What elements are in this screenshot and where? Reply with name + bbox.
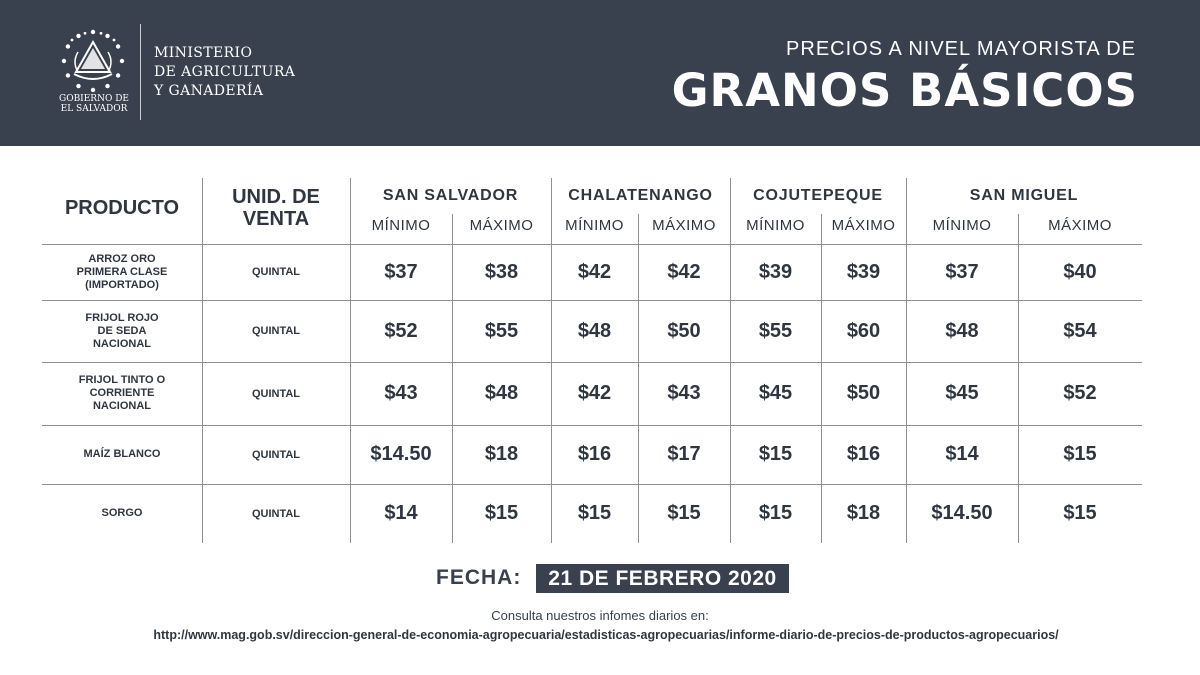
header-banner — [0, 0, 1200, 146]
subcolumn-divider — [821, 214, 822, 543]
reports-link[interactable]: http://www.mag.gob.sv/direccion-general-de-economia-agropecuaria/estadisticas-agropecuarias/informe-diario-de-precios-de-productos-agropecuarios/ — [153, 628, 1059, 642]
price-cell: $16 — [846, 443, 881, 465]
price-cell: $14.50 — [370, 443, 432, 465]
ministry-name-line: MINISTERIO — [154, 45, 253, 61]
logo-caption — [50, 94, 138, 114]
header-product: PRODUCTO — [64, 197, 180, 219]
price-cell: $37 — [384, 260, 418, 283]
min-header-cojutepeque: MÍNIMO — [746, 216, 805, 234]
price-cell: $43 — [384, 382, 418, 404]
reports-note: Consulta nuestros infomes diarios en: — [491, 608, 709, 623]
product-name — [42, 484, 202, 543]
price-cell: $52 — [384, 319, 418, 342]
row-divider — [42, 425, 1142, 426]
unit-cell: QUINTAL — [251, 266, 301, 278]
product-name — [42, 425, 202, 484]
price-cell: $14 — [384, 502, 418, 524]
min-header-san-miguel: MÍNIMO — [932, 216, 992, 234]
price-cell: $52 — [1063, 382, 1097, 404]
column-divider — [350, 178, 351, 543]
price-cell: $45 — [945, 382, 979, 404]
max-header-cojutepeque: MÁXIMO — [831, 216, 896, 234]
column-divider — [730, 178, 731, 543]
product-name — [42, 300, 202, 362]
price-cell: $15 — [758, 443, 793, 465]
product-name-line: MAÍZ BLANCO — [83, 448, 161, 460]
product-name-line: (IMPORTADO) — [85, 278, 159, 291]
min-header-san-salvador: MÍNIMO — [371, 216, 431, 234]
price-cell: $42 — [577, 260, 612, 283]
product-name — [42, 244, 202, 300]
price-cell: $50 — [846, 382, 881, 404]
price-cell: $15 — [484, 502, 519, 524]
page-subtitle: PRECIOS A NIVEL MAYORISTA DE — [786, 38, 1136, 60]
price-cell: $43 — [667, 382, 701, 404]
price-cell: $17 — [667, 443, 701, 465]
column-divider — [551, 178, 552, 543]
price-cell: $60 — [846, 319, 881, 342]
ministry-name-line: DE AGRICULTURA — [154, 64, 296, 80]
price-cell: $40 — [1063, 260, 1097, 283]
price-cell: $15 — [758, 502, 793, 524]
row-divider — [42, 244, 1142, 245]
unit-cell: QUINTAL — [251, 387, 301, 400]
product-name-line: DE SEDA — [97, 324, 147, 337]
product-name-line: ARROZ ORO — [88, 252, 156, 265]
price-cell: $55 — [484, 319, 519, 342]
ministry-name-line: Y GANADERÍA — [154, 83, 264, 99]
region-header-chalatenango: CHALATENANGO — [568, 187, 713, 204]
price-cell: $15 — [1063, 443, 1097, 465]
price-cell: $42 — [577, 382, 612, 404]
region-header-cojutepeque: COJUTEPEQUE — [753, 187, 883, 204]
price-cell: $14.50 — [931, 502, 993, 524]
column-divider — [202, 178, 203, 543]
price-cell: $15 — [577, 502, 612, 524]
price-cell: $38 — [484, 260, 519, 283]
price-cell: $18 — [846, 502, 881, 524]
date-value: 21 DE FEBRERO 2020 — [536, 564, 789, 593]
row-divider — [42, 300, 1142, 301]
max-header-san-miguel: MÁXIMO — [1048, 216, 1112, 234]
subcolumn-divider — [452, 214, 453, 543]
unit-cell: QUINTAL — [251, 507, 301, 520]
price-cell: $16 — [577, 443, 612, 465]
row-divider — [42, 362, 1142, 363]
max-header-san-salvador: MÁXIMO — [469, 216, 534, 234]
price-cell: $55 — [758, 319, 793, 342]
logo-caption-line: GOBIERNO DE — [59, 94, 129, 104]
price-table — [42, 178, 1142, 543]
min-header-chalatenango: MÍNIMO — [565, 216, 624, 234]
coat-of-arms-icon — [60, 28, 126, 94]
product-name-line: CORRIENTE — [89, 387, 155, 399]
logo-caption-line: EL SALVADOR — [60, 104, 128, 114]
header-unit — [202, 178, 350, 238]
header-unit-line: VENTA — [242, 208, 310, 230]
product-name-line: SORGO — [101, 507, 143, 519]
region-header-san-miguel: SAN MIGUEL — [969, 187, 1079, 204]
price-cell: $15 — [1063, 502, 1097, 524]
subcolumn-divider — [1018, 214, 1019, 543]
price-cell: $18 — [484, 443, 519, 465]
unit-cell: QUINTAL — [251, 325, 301, 337]
price-cell: $54 — [1063, 319, 1097, 342]
price-cell: $48 — [577, 319, 612, 342]
price-cell: $39 — [846, 260, 881, 283]
row-divider — [42, 484, 1142, 485]
product-name-line: FRIJOL TINTO O — [78, 374, 166, 386]
column-divider — [906, 178, 907, 543]
price-cell: $15 — [667, 502, 701, 524]
price-cell: $48 — [945, 319, 979, 342]
price-cell: $50 — [667, 319, 701, 342]
price-cell: $45 — [758, 382, 793, 404]
price-cell: $42 — [667, 260, 701, 283]
product-name-line: PRIMERA CLASE — [76, 265, 168, 278]
price-cell: $37 — [945, 260, 979, 283]
product-name — [42, 362, 202, 425]
date-label: FECHA: — [436, 566, 522, 589]
price-cell: $14 — [945, 443, 979, 465]
page-title: GRANOS BÁSICOS — [671, 64, 1138, 117]
unit-cell: QUINTAL — [251, 448, 301, 461]
product-name-line: FRIJOL ROJO — [85, 311, 159, 324]
price-cell: $48 — [484, 382, 519, 404]
product-name-line: NACIONAL — [92, 337, 152, 350]
product-name-line: NACIONAL — [92, 400, 152, 412]
max-header-chalatenango: MÁXIMO — [652, 216, 716, 234]
ministry-name — [154, 44, 295, 101]
header-unit-line: UNID. DE — [232, 186, 320, 208]
region-header-san-salvador: SAN SALVADOR — [382, 187, 519, 204]
header-divider — [140, 24, 141, 120]
subcolumn-divider — [638, 214, 639, 543]
price-cell: $39 — [758, 260, 793, 283]
